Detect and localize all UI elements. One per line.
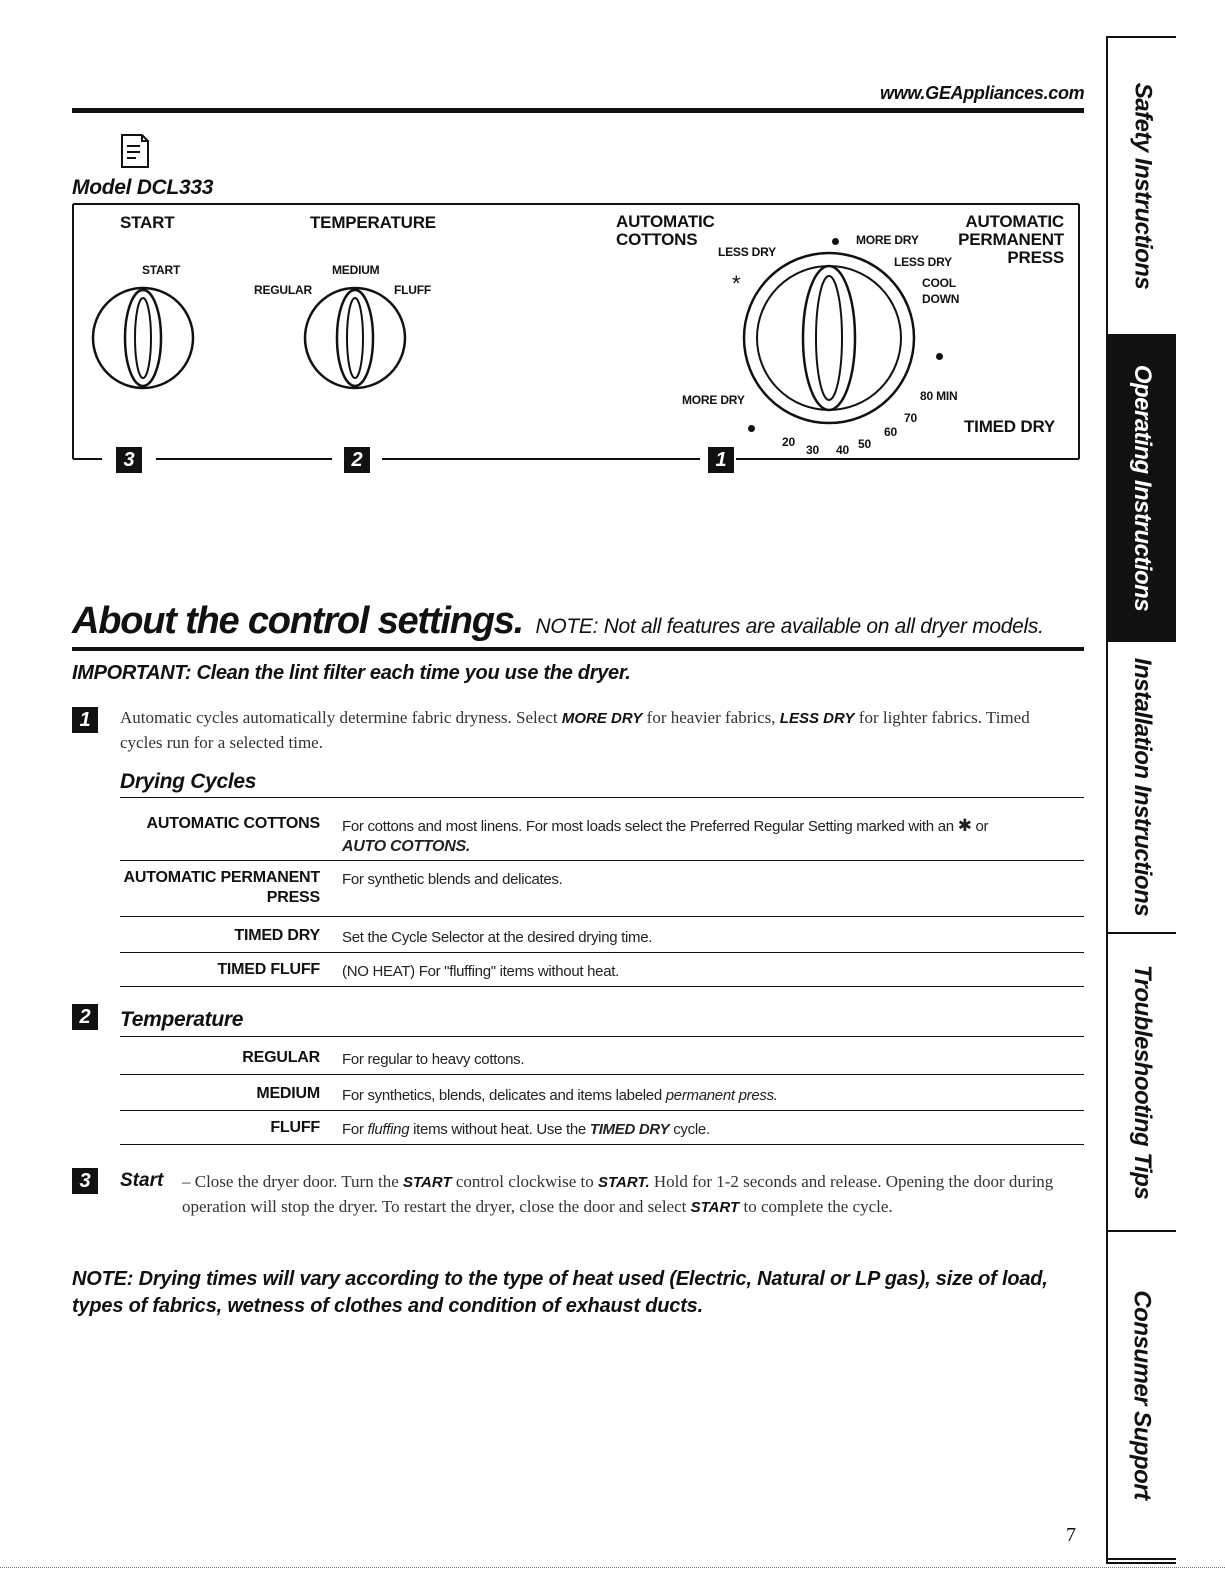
step2-badge: 2 <box>72 1004 98 1030</box>
desc-auto-cottons: For cottons and most linens. For most loads select the Preferred Regular Setting marked with an ✱ or AUTO COTTONS. <box>342 816 989 855</box>
time-20-label: 20 <box>782 435 795 449</box>
more-dry-bottom-label: MORE DRY <box>682 393 745 407</box>
panel-badge-2: 2 <box>344 447 370 473</box>
table-row <box>120 866 1084 917</box>
step1-text: Automatic cycles automatically determine fabric dryness. Select MORE DRY for heavier fabrics, LESS DRY for lighter fabrics. Timed cycles run for a selected time. <box>120 708 1030 752</box>
time-70-label: 70 <box>904 411 917 425</box>
panel-badge-1: 1 <box>708 447 734 473</box>
desc-auto-pp: For synthetic blends and delicates. <box>342 871 563 888</box>
table-row <box>120 1080 1084 1111</box>
auto-pp-label: AUTOMATIC PERMANENT PRESS <box>958 212 1064 267</box>
term-fluff: FLUFF <box>270 1119 320 1136</box>
desc-medium: For synthetics, blends, delicates and items labeled permanent press. <box>342 1087 778 1104</box>
panel-badge-3: 3 <box>116 447 142 473</box>
less-dry-left-label: LESS DRY <box>718 245 776 259</box>
desc-regular: For regular to heavy cottons. <box>342 1051 525 1068</box>
start-knob[interactable] <box>88 283 198 393</box>
cycle-selector-knob[interactable] <box>734 243 944 453</box>
dot-more-dry-bottom <box>748 425 755 432</box>
model-label: Model DCL333 <box>72 176 214 199</box>
page-number: 7 <box>1066 1524 1076 1546</box>
dot-more-dry <box>832 238 839 245</box>
temperature-heading: Temperature <box>120 1008 244 1031</box>
drying-cycles-rule <box>120 797 1084 798</box>
start-label: START <box>120 213 175 232</box>
term-auto-cottons: AUTOMATIC COTTONS <box>146 815 320 832</box>
section-heading <box>72 600 1044 643</box>
more-dry-top-label: MORE DRY <box>856 233 919 247</box>
star-marker: * <box>732 271 741 296</box>
important-note: IMPORTANT: Clean the lint filter each time you use the dryer. <box>72 662 631 684</box>
time-30-label: 30 <box>806 443 819 457</box>
term-timed-fluff: TIMED FLUFF <box>217 961 320 978</box>
time-40-label: 40 <box>836 443 849 457</box>
table-row <box>120 812 1084 861</box>
time-50-label: 50 <box>858 437 871 451</box>
time-80-label: 80 MIN <box>920 389 958 403</box>
temp-regular-label: REGULAR <box>254 283 312 297</box>
term-timed-dry: TIMED DRY <box>234 927 320 944</box>
table-row <box>120 1114 1084 1145</box>
tab-safety-instructions[interactable]: Safety Instructions <box>1108 38 1176 336</box>
header-rule <box>72 108 1084 113</box>
temperature-label: TEMPERATURE <box>310 213 436 232</box>
less-dry-right-label: LESS DRY <box>894 255 952 269</box>
page-edge-dotted-line <box>0 1567 1225 1568</box>
step3-text: Start – Close the dryer door. Turn the START control clockwise to START. Hold for 1-2 seconds and release. Opening the door during operation will stop the dryer. To restart the dryer, close the door and select START to complete the cycle. <box>120 1170 1054 1216</box>
time-60-label: 60 <box>884 425 897 439</box>
final-note: NOTE: Drying times will vary according to the type of heat used (Electric, Natural or LP gas), size of load, types of fabrics, wetness of clothes and condition of exhaust ducts. <box>72 1268 1048 1317</box>
desc-fluff: For fluffing items without heat. Use the TIMED DRY cycle. <box>342 1121 710 1138</box>
tab-installation-instructions[interactable]: Installation Instructions <box>1108 642 1176 934</box>
section-title: About the control settings. <box>72 600 524 642</box>
dot-cool-down <box>936 353 943 360</box>
step1-badge: 1 <box>72 707 98 733</box>
header-url: www.GEAppliances.com <box>880 83 1085 103</box>
sidebar-tabs <box>1106 36 1176 1564</box>
control-panel-diagram <box>72 203 1080 471</box>
temp-fluff-label: FLUFF <box>394 283 431 297</box>
start-knob-label: START <box>142 263 181 277</box>
star-symbol-icon: ✱ <box>957 816 972 835</box>
table-row <box>120 956 1084 987</box>
timed-dry-label: TIMED DRY <box>964 417 1056 436</box>
term-auto-pp: AUTOMATIC PERMANENT PRESS <box>123 869 320 906</box>
term-medium: MEDIUM <box>256 1085 320 1102</box>
table-row <box>120 1044 1084 1075</box>
section-rule <box>72 647 1084 651</box>
section-note: NOTE: Not all features are available on all dryer models. <box>535 615 1044 638</box>
auto-cottons-label: AUTOMATIC COTTONS <box>616 212 715 249</box>
desc-timed-fluff: (NO HEAT) For "fluffing" items without heat. <box>342 963 619 980</box>
step3-badge: 3 <box>72 1168 98 1194</box>
temperature-rule <box>120 1036 1084 1037</box>
cool-down-label: COOL DOWN <box>922 276 960 306</box>
temperature-knob[interactable] <box>300 283 410 393</box>
tab-consumer-support[interactable]: Consumer Support <box>1108 1232 1176 1560</box>
drying-cycles-heading: Drying Cycles <box>120 770 257 793</box>
temp-medium-label: MEDIUM <box>332 263 380 277</box>
note-icon <box>120 133 150 169</box>
table-row <box>120 922 1084 953</box>
desc-timed-dry: Set the Cycle Selector at the desired drying time. <box>342 929 653 946</box>
tab-troubleshooting-tips[interactable]: Troubleshooting Tips <box>1108 934 1176 1232</box>
term-regular: REGULAR <box>242 1049 320 1066</box>
tab-operating-instructions[interactable]: Operating Instructions <box>1108 336 1176 642</box>
